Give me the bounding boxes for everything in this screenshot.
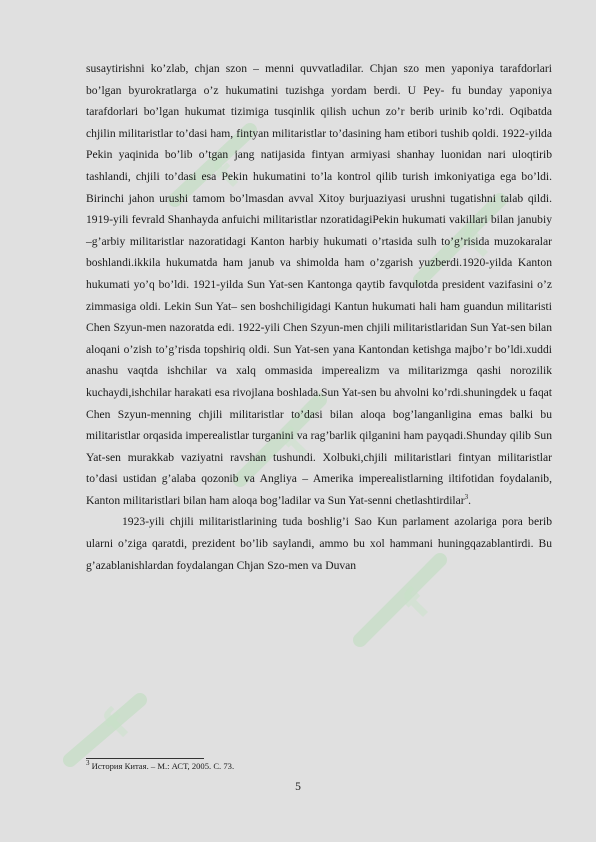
footnote-reference[interactable]: 3 <box>464 493 469 502</box>
paragraph-1-text: susaytirishni ko’zlab, chjan szon – menni quvvatladilar. Chjan szo men yaponiya tarafdorlari bo’lgan byurokratlarga o’z hukumatini tuzishga yordam berdi. U Pey- fu bunday yaponiya tarafdorlari bo’lgan hukumat tizimiga tusqinlik qilish uchun zo’r berib urinib ko’rdi. Oqibatda chjilin militaristlar to’dasi ham, fintyan militaristlar to’dasining ham etibori tushib qoldi. 1922-yilda Pekin yaqinida bo’lib o’tgan jang natijasida fintyan armiyasi shanhay luonidan nari uloqtirib tashlandi, chjili to’dasi esa Pekin hukumatini to’la kontrol qilib turish imkoniyatiga ega bo’ldi. Birinchi jahon urushi tamom bo’lmasdan avval Xitoy burjuaziyasi urushni tugatishni talab qildi. 1919-yili fevrald Shanhayda anfuichi militaristlar nzoratidagiPekin hukumati vakillari bilan janubiy –g’arbiy militaristlar nazoratidagi Kanton harbiy hukumati o’rtasida sulh to’g’risida muzokaralar boshlandi.ikkila hukumatda ham janub va shimolda ham o’zgarish yuzberdi.1920-yilda Kanton hukumati yo’q bo’ldi. 1921-yilda Sun Yat-sen Kantonga qaytib favqulotda president vazifasini o’z zimmasiga oldi. Lekin Sun Yat– sen boshchiligidagi Kantun hukumati hali ham guandun militaristi Chen Szyun-men nazoratda edi. 1922-yili Chen Szyun-men chjili militaristlaridan Sun Yat-sen bilan aloqani o’zish to’g’risda topshiriq oldi. Sun Yat-sen yana Kantondan ketishga majbo’r bo’ldi.xuddi anashu vaqtda ishchilar va xalq ommasida imperealizm va militarizmga qashi norozilik kuchaydi,ishchilar harakati esa rivojlana boshlada.Sun Yat-sen bu ahvolni ko’rdi.shuningdek u faqat Chen Szyun-menning chjili militaristlar to’dasi bilan aloqa bog’langanligina emas balki bu militaristlar orqasida imperealistlar turganini va rag’barlik qilganini ham payqadi.Shunday qilib Sun Yat-sen murakkab vaziyatni ravshan tushundi. Xolbuki,chjili militaristlari fintyan militaristlar to’dasi ustidan g’alaba qozonib va Angliya – Amerika imperealistlarning iltifotidan foydalanib, Kanton militaristlari bilan ham aloqa bog’ladilar va Sun Yat-senni chetlashtirdilar <box>86 62 552 507</box>
page-number: 5 <box>295 780 301 793</box>
paragraph-2: 1923-yili chjili militaristlarining tuda boshlig’i Sao Kun parlament azolariga pora berib ularni o’ziga qaratdi, prezident bo’lib saylandi, ammo bu xol hammani huningqazablantirdi. Bu g’azablanishlardan foydalangan Chjan Szo-men va Duvan <box>86 515 552 572</box>
footnote-divider <box>86 758 204 759</box>
page-body <box>86 58 552 576</box>
paragraph-1 <box>86 58 552 511</box>
svg-text:f: f <box>94 702 140 748</box>
paragraph-1-end: . <box>468 493 472 507</box>
footnote <box>86 761 234 772</box>
svg-text:f: f <box>274 422 320 468</box>
svg-text:f: f <box>394 582 440 628</box>
svg-text:f: f <box>204 152 250 198</box>
footnote-text: История Китая. – М.: АСТ, 2005. С. 73. <box>91 761 235 771</box>
footnote-number: 3 <box>86 759 90 768</box>
svg-text:f: f <box>454 222 500 268</box>
